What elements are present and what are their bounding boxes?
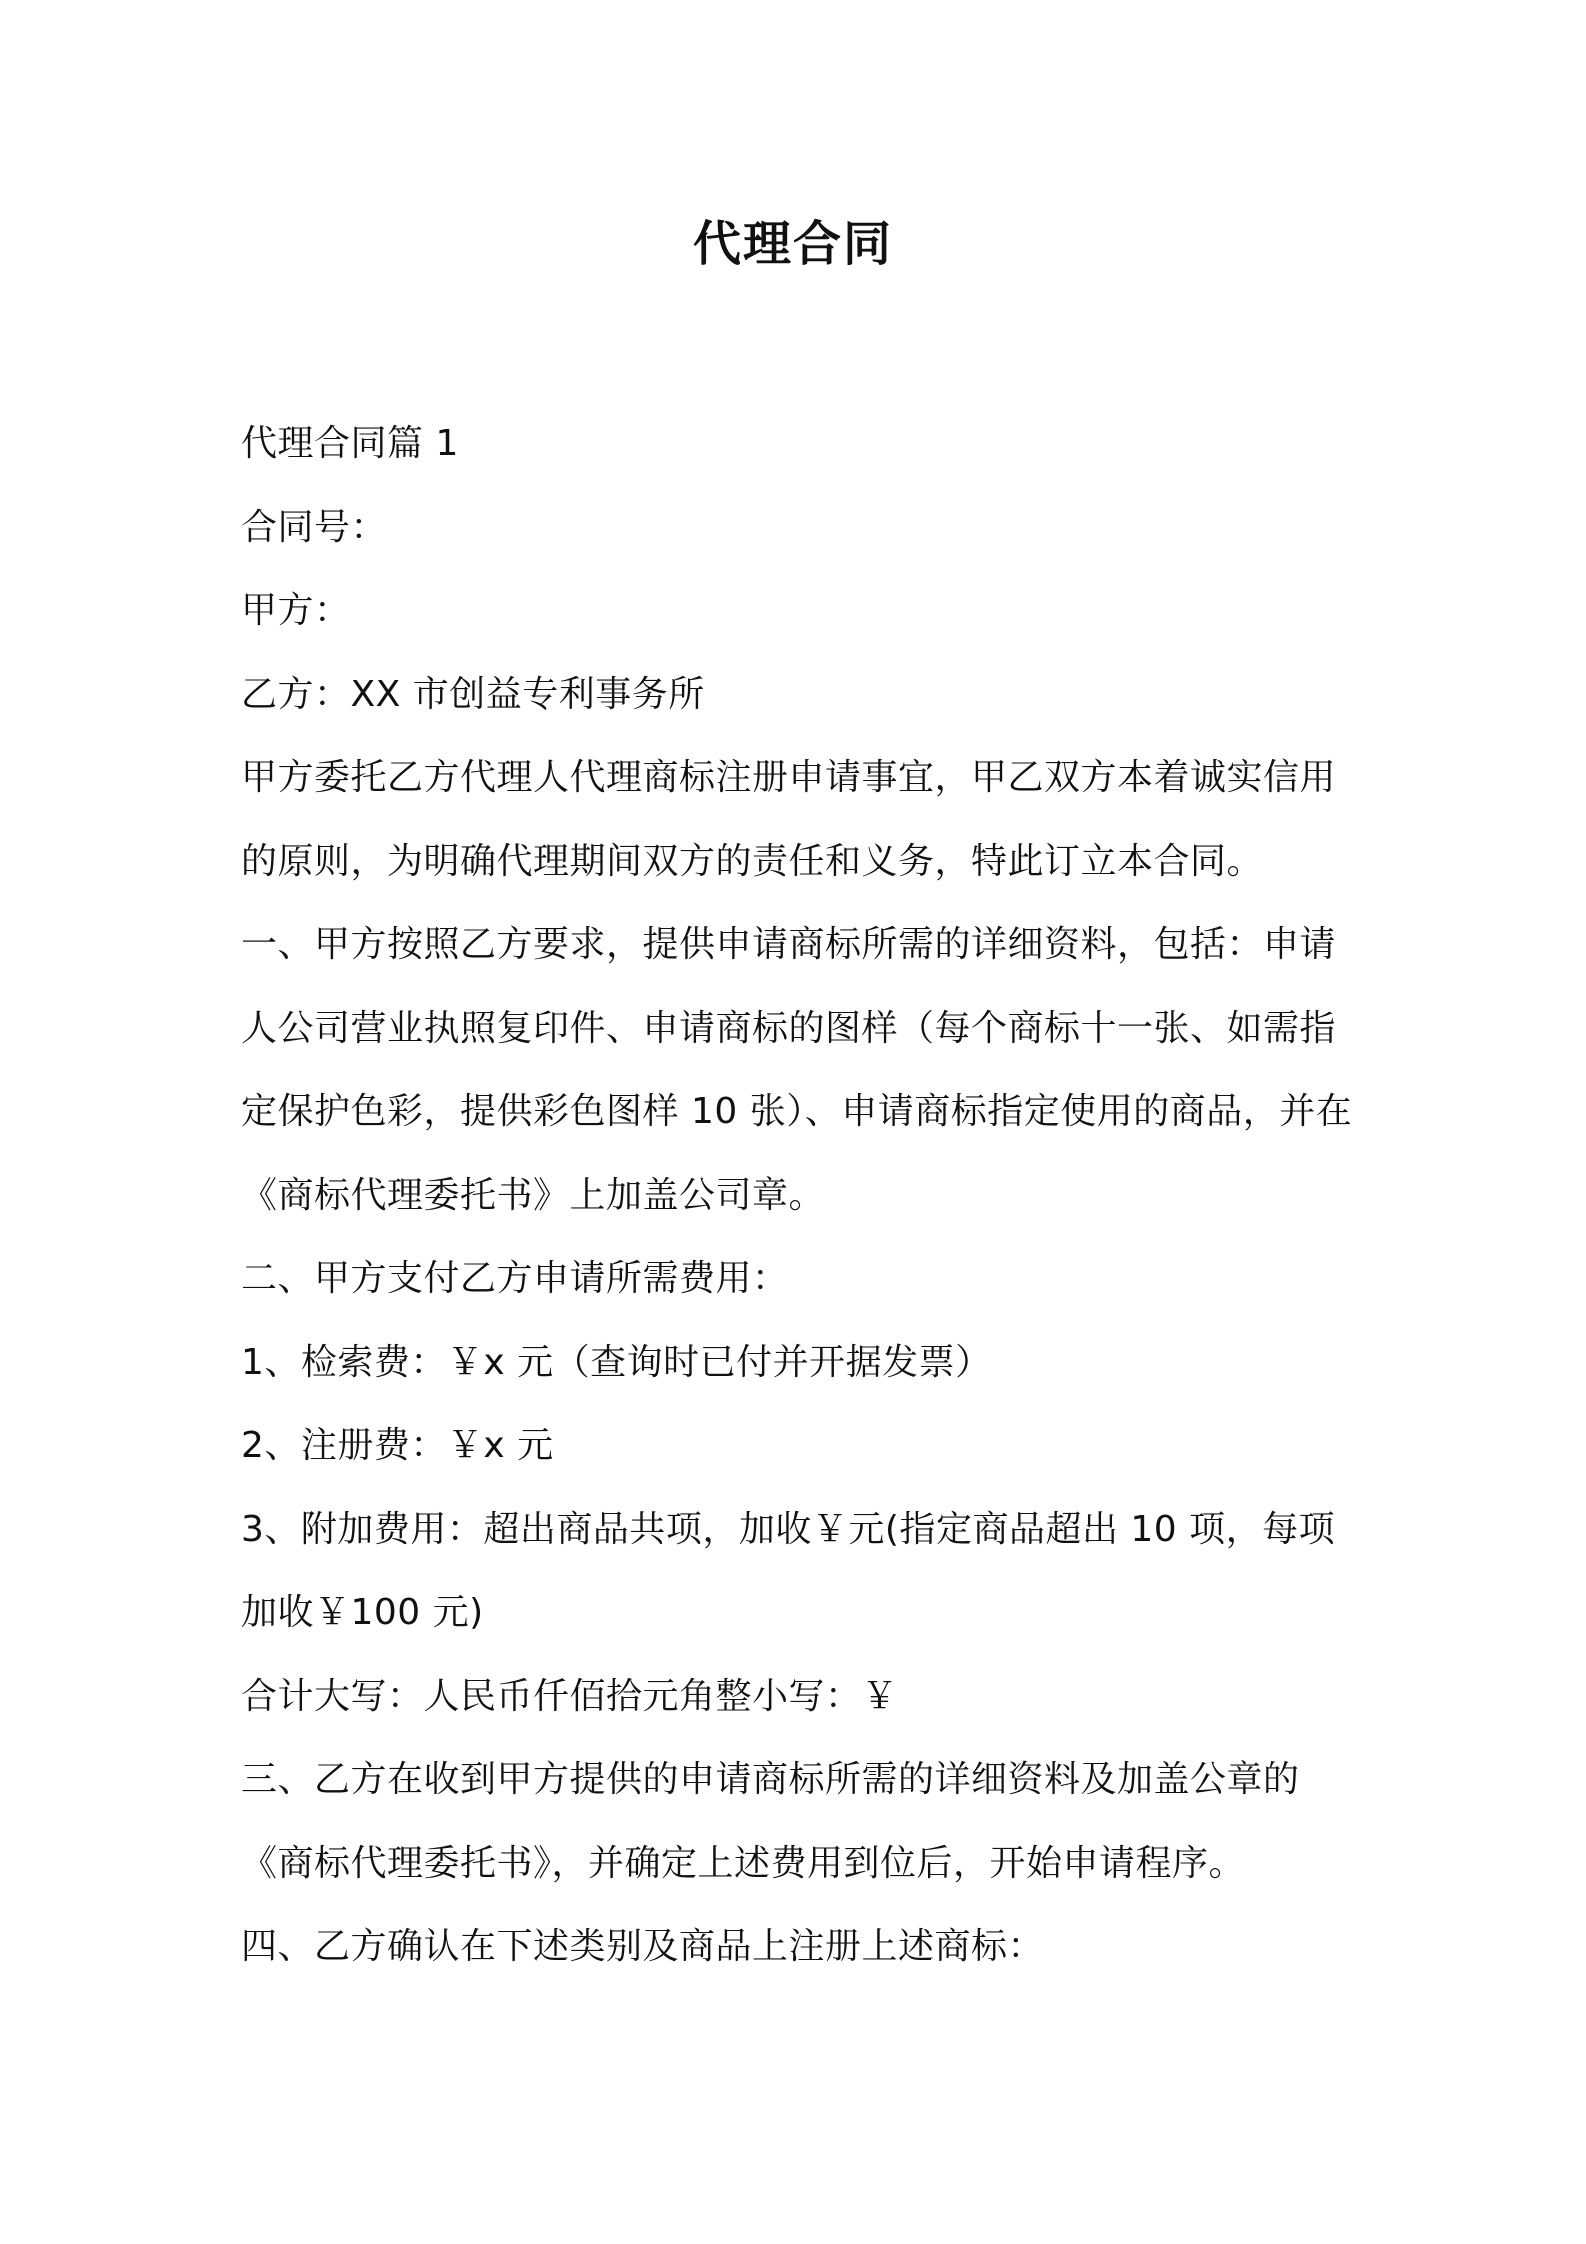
clause-two-line: 二、甲方支付乙方申请所需费用： — [241, 1258, 789, 1299]
clause-three-line: 《商标代理委托书》，并确定上述费用到位后，开始申请程序。 — [241, 1842, 1246, 1884]
paragraph-line: 的原则，为明确代理期间双方的责任和义务，特此订立本合同。 — [241, 840, 1264, 882]
section-heading: 代理合同篇 1 — [241, 423, 459, 464]
fee-item-search: 1、检索费：￥x 元（查询时已付并开据发票） — [241, 1341, 992, 1383]
fee-item-registration: 2、注册费：￥x 元 — [241, 1425, 554, 1466]
contract-number-line: 合同号： — [241, 506, 388, 548]
document-body — [241, 402, 1361, 1989]
fee-total-line: 合计大写：人民币仟佰拾元角整小写：￥ — [241, 1675, 899, 1717]
clause-one-line: 一、甲方按照乙方要求，提供申请商标所需的详细资料，包括：申请 — [241, 924, 1337, 965]
clause-one-line: 人公司营业执照复印件、申请商标的图样（每个商标十一张、如需指 — [241, 1007, 1337, 1049]
fee-item-additional: 加收￥100 元) — [241, 1592, 484, 1633]
party-a-line: 甲方： — [241, 590, 351, 631]
clause-three-line: 三、乙方在收到甲方提供的申请商标所需的详细资料及加盖公章的 — [241, 1759, 1300, 1800]
document-title: 代理合同 — [692, 216, 893, 272]
paragraph-line: 甲方委托乙方代理人代理商标注册申请事宜，甲乙双方本着诚实信用 — [241, 757, 1337, 798]
clause-four-line: 四、乙方确认在下述类别及商品上注册上述商标： — [241, 1926, 1045, 1967]
party-b-line: 乙方：XX 市创益专利事务所 — [241, 673, 705, 715]
clause-one-line: 《商标代理委托书》上加盖公司章。 — [241, 1174, 826, 1216]
clause-one-line: 定保护色彩，提供彩色图样 10 张）、申请商标指定使用的商品，并在 — [241, 1091, 1353, 1132]
fee-item-additional: 3、附加费用：超出商品共项，加收￥元(指定商品超出 10 项，每项 — [241, 1508, 1336, 1550]
